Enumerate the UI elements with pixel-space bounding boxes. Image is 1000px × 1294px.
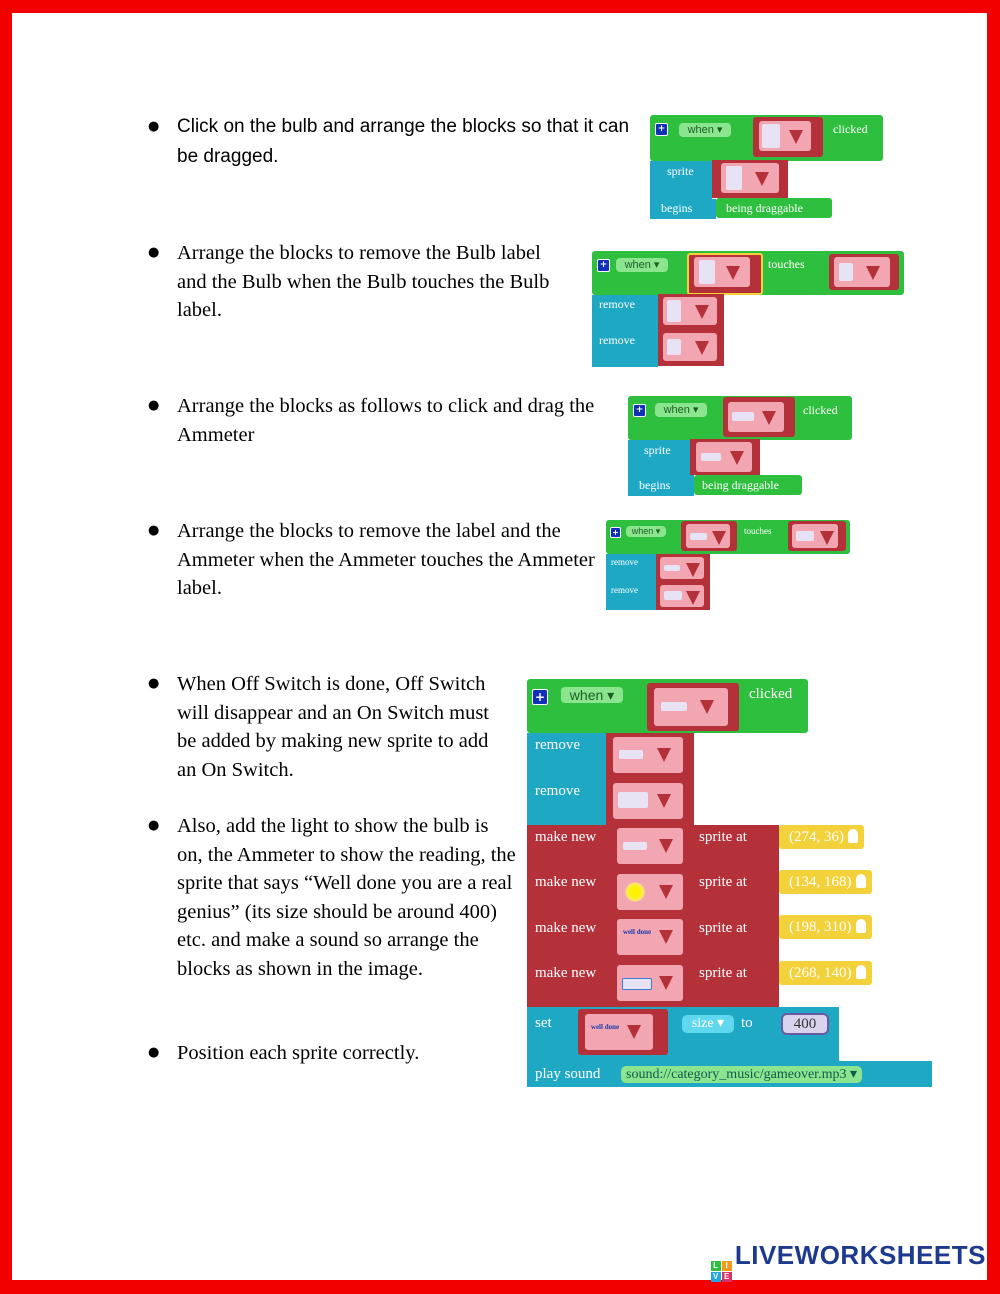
ammeter-label-icon <box>664 591 682 600</box>
bulb-icon <box>762 124 780 148</box>
remove-label: remove <box>535 737 580 753</box>
begins-label: begins <box>639 478 671 492</box>
sprite-picker[interactable] <box>617 965 683 1001</box>
bulb-icon <box>699 260 715 284</box>
position-input[interactable]: (134, 168) <box>779 870 872 894</box>
bulb-label-icon <box>839 263 853 281</box>
plus-icon[interactable]: + <box>597 259 610 272</box>
sprite-picker[interactable] <box>792 524 838 548</box>
being-draggable-label: being draggable <box>726 201 803 215</box>
sprite-picker[interactable] <box>686 524 730 548</box>
sprite-picker[interactable] <box>721 163 779 193</box>
instruction-3: ● Arrange the blocks as follows to click and drag the Ammeter <box>148 395 595 446</box>
well-done-thumbnail: well done <box>622 928 652 936</box>
bulb-icon <box>726 166 742 190</box>
position-input[interactable]: (198, 310) <box>779 915 872 939</box>
when-dropdown[interactable]: when ▾ <box>561 687 623 703</box>
instruction-5: ● When Off Switch is done, Off Switch will disappear and an On Switch must be added by making new sprite to add an On Switch. <box>148 673 490 781</box>
sprite-at-label: sprite at <box>699 965 747 981</box>
make-new-label: make new <box>535 874 597 890</box>
sprite-picker[interactable] <box>585 1014 653 1050</box>
logo-text: LIVEWORKSHEETS <box>734 1240 986 1270</box>
instruction-2: ● Arrange the blocks to remove the Bulb label and the Bulb when the Bulb touches the Bulb label. <box>148 242 550 321</box>
instruction-1: ● Click on the bulb and arrange the blocks so that it can be dragged. <box>148 116 630 167</box>
position-input[interactable]: (268, 140) <box>779 961 872 985</box>
clicked-label: clicked <box>833 122 868 136</box>
plus-icon[interactable]: + <box>655 123 668 136</box>
remove-label: remove <box>599 297 635 311</box>
clicked-label: clicked <box>803 403 838 417</box>
remove-label: remove <box>599 333 635 347</box>
logo-mark-icon: L I V E <box>711 1261 732 1282</box>
instruction-7: ● Position each sprite correctly. <box>148 1042 420 1064</box>
sprite-picker[interactable] <box>834 257 890 287</box>
sound-dropdown[interactable]: sound://category_music/gameover.mp3 ▾ <box>621 1066 862 1083</box>
instruction-6: ● Also, add the light to show the bulb is on, the Ammeter to show the reading, the sprite that says “Well done you are a real genius” (its size should be around 400) etc. and make a sound so arrange the blocks as shown in the image. <box>148 815 516 980</box>
remove-label: remove <box>611 557 638 567</box>
when-dropdown[interactable]: when ▾ <box>626 526 666 537</box>
bulb-icon <box>667 300 681 322</box>
switch-label-icon <box>618 792 648 808</box>
size-value-input[interactable]: 400 <box>781 1013 829 1035</box>
to-label: to <box>741 1015 753 1031</box>
make-new-label: make new <box>535 829 597 845</box>
ammeter-icon <box>701 453 721 461</box>
sprite-label: sprite <box>644 443 671 457</box>
plus-icon[interactable]: + <box>633 404 646 417</box>
when-dropdown[interactable]: when ▾ <box>679 123 731 137</box>
light-icon <box>625 882 645 902</box>
sprite-picker[interactable] <box>663 297 717 325</box>
sprite-picker[interactable] <box>613 783 683 819</box>
ammeter-label-icon <box>796 531 814 541</box>
position-input[interactable]: (274, 36) <box>779 825 864 849</box>
on-switch-icon <box>623 842 647 850</box>
property-dropdown[interactable]: size ▾ <box>682 1015 734 1033</box>
sprite-picker[interactable] <box>728 402 784 432</box>
sprite-picker[interactable] <box>654 688 728 726</box>
liveworksheets-logo <box>711 1240 986 1282</box>
plus-icon[interactable]: + <box>532 689 548 705</box>
instruction-4: ● Arrange the blocks to remove the label and the Ammeter when the Ammeter touches the Ammeter label. <box>148 520 595 599</box>
touches-label: touches <box>768 257 805 271</box>
when-dropdown[interactable]: when ▾ <box>616 258 668 272</box>
being-draggable-label: being draggable <box>702 478 779 492</box>
sprite-label: sprite <box>667 164 694 178</box>
ammeter-icon <box>622 978 652 990</box>
sprite-at-label: sprite at <box>699 920 747 936</box>
make-new-label: make new <box>535 965 597 981</box>
sprite-at-label: sprite at <box>699 829 747 845</box>
begins-label: begins <box>661 201 693 215</box>
sprite-at-label: sprite at <box>699 874 747 890</box>
when-dropdown[interactable]: when ▾ <box>655 403 707 417</box>
sprite-picker[interactable] <box>617 919 683 955</box>
ammeter-icon <box>690 533 707 540</box>
touches-label: touches <box>744 526 772 536</box>
sprite-picker[interactable] <box>617 874 683 910</box>
sprite-picker[interactable] <box>759 121 811 151</box>
sprite-picker[interactable] <box>613 737 683 773</box>
sprite-picker[interactable] <box>617 828 683 864</box>
set-label: set <box>535 1015 552 1031</box>
sprite-picker[interactable] <box>660 557 704 579</box>
sprite-picker[interactable] <box>696 442 752 472</box>
plus-icon[interactable]: + <box>610 527 621 538</box>
make-new-label: make new <box>535 920 597 936</box>
ammeter-icon <box>732 412 754 421</box>
ammeter-icon <box>664 565 680 571</box>
well-done-thumbnail: well done <box>590 1023 620 1031</box>
play-sound-label: play sound <box>535 1066 601 1082</box>
off-switch-icon <box>661 702 687 711</box>
sprite-picker[interactable] <box>663 333 717 361</box>
off-switch-icon <box>619 750 643 759</box>
bulb-label-icon <box>667 339 681 355</box>
sprite-picker[interactable] <box>694 257 750 287</box>
sprite-picker[interactable] <box>660 585 704 607</box>
clicked-label: clicked <box>749 686 793 702</box>
remove-label: remove <box>611 585 638 595</box>
remove-label: remove <box>535 783 580 799</box>
